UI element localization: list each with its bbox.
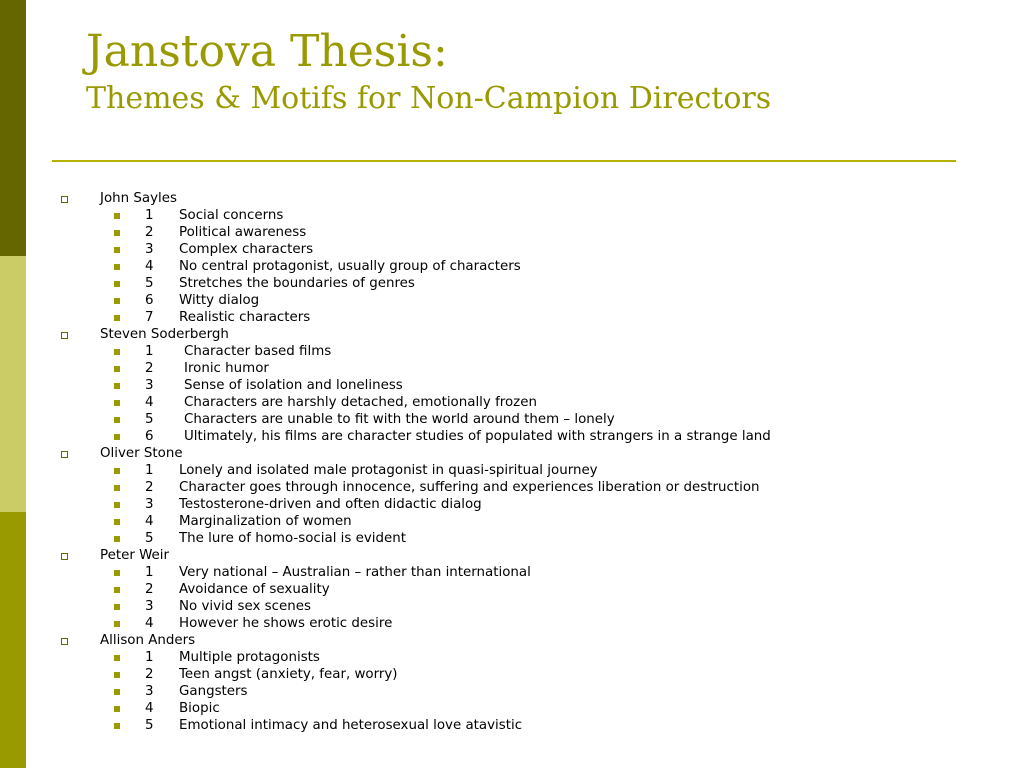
item-number: 1 bbox=[145, 463, 154, 478]
item-text: Gangsters bbox=[179, 684, 248, 699]
director-name: Allison Anders bbox=[100, 633, 196, 648]
item-number: 1 bbox=[145, 344, 154, 359]
sidebar-decoration bbox=[0, 0, 26, 768]
item-number: 3 bbox=[145, 242, 154, 257]
item-number: 2 bbox=[145, 361, 154, 376]
filled-square-bullet-icon bbox=[114, 706, 120, 712]
item-number: 3 bbox=[145, 599, 154, 614]
item-text: Political awareness bbox=[179, 225, 307, 240]
item-text: Stretches the boundaries of genres bbox=[179, 276, 415, 291]
item-text: Multiple protagonists bbox=[179, 650, 320, 665]
item-number: 5 bbox=[145, 412, 154, 427]
list-item bbox=[60, 700, 990, 717]
filled-square-bullet-icon bbox=[114, 672, 120, 678]
hollow-square-bullet-icon bbox=[61, 196, 68, 203]
item-number: 1 bbox=[145, 208, 154, 223]
filled-square-bullet-icon bbox=[114, 315, 120, 321]
filled-square-bullet-icon bbox=[114, 264, 120, 270]
filled-square-bullet-icon bbox=[114, 502, 120, 508]
list-item bbox=[60, 275, 990, 292]
item-text: No vivid sex scenes bbox=[179, 599, 311, 614]
director-row bbox=[60, 632, 990, 649]
item-text: Avoidance of sexuality bbox=[179, 582, 330, 597]
list-item bbox=[60, 598, 990, 615]
list-item bbox=[60, 224, 990, 241]
list-item bbox=[60, 360, 990, 377]
director-name: John Sayles bbox=[100, 191, 177, 206]
list-item bbox=[60, 309, 990, 326]
item-number: 3 bbox=[145, 378, 154, 393]
filled-square-bullet-icon bbox=[114, 247, 120, 253]
item-text: Ultimately, his films are character studies of populated with strangers in a strange land bbox=[184, 429, 771, 444]
list-item bbox=[60, 343, 990, 360]
item-text: Social concerns bbox=[179, 208, 284, 223]
list-item bbox=[60, 377, 990, 394]
director-group bbox=[60, 547, 990, 632]
item-text: Witty dialog bbox=[179, 293, 260, 308]
item-number: 5 bbox=[145, 718, 154, 733]
title-divider bbox=[52, 160, 956, 162]
item-text: Ironic humor bbox=[184, 361, 269, 376]
item-number: 3 bbox=[145, 497, 154, 512]
item-number: 7 bbox=[145, 310, 154, 325]
filled-square-bullet-icon bbox=[114, 417, 120, 423]
filled-square-bullet-icon bbox=[114, 366, 120, 372]
slide-title bbox=[86, 26, 772, 116]
slide-title-main: Janstova Thesis: bbox=[86, 26, 448, 77]
hollow-square-bullet-icon bbox=[61, 332, 68, 339]
filled-square-bullet-icon bbox=[114, 485, 120, 491]
sidebar-band-bottom bbox=[0, 512, 26, 768]
director-row bbox=[60, 190, 990, 207]
list-item bbox=[60, 496, 990, 513]
director-group bbox=[60, 445, 990, 547]
item-text: Characters are unable to fit with the world around them – lonely bbox=[184, 412, 615, 427]
director-group bbox=[60, 326, 990, 445]
item-number: 1 bbox=[145, 565, 154, 580]
filled-square-bullet-icon bbox=[114, 519, 120, 525]
item-text: Character goes through innocence, suffering and experiences liberation or destruction bbox=[179, 480, 760, 495]
item-number: 4 bbox=[145, 395, 154, 410]
director-name: Oliver Stone bbox=[100, 446, 183, 461]
item-text: However he shows erotic desire bbox=[179, 616, 393, 631]
item-number: 6 bbox=[145, 429, 154, 444]
filled-square-bullet-icon bbox=[114, 689, 120, 695]
item-number: 4 bbox=[145, 514, 154, 529]
item-number: 5 bbox=[145, 276, 154, 291]
item-text: Emotional intimacy and heterosexual love atavistic bbox=[179, 718, 523, 733]
filled-square-bullet-icon bbox=[114, 281, 120, 287]
list-item bbox=[60, 479, 990, 496]
sidebar-band-top bbox=[0, 0, 26, 256]
filled-square-bullet-icon bbox=[114, 604, 120, 610]
filled-square-bullet-icon bbox=[114, 298, 120, 304]
item-number: 2 bbox=[145, 582, 154, 597]
list-item bbox=[60, 530, 990, 547]
slide-subtitle: Themes & Motifs for Non-Campion Directors bbox=[86, 81, 772, 116]
director-group bbox=[60, 632, 990, 734]
list-item bbox=[60, 564, 990, 581]
item-text: Lonely and isolated male protagonist in quasi-spiritual journey bbox=[179, 463, 598, 478]
item-text: Sense of isolation and loneliness bbox=[184, 378, 403, 393]
list-item bbox=[60, 411, 990, 428]
director-group bbox=[60, 190, 990, 326]
item-text: Biopic bbox=[179, 701, 220, 716]
item-number: 2 bbox=[145, 480, 154, 495]
list-item bbox=[60, 462, 990, 479]
filled-square-bullet-icon bbox=[114, 213, 120, 219]
list-item bbox=[60, 649, 990, 666]
director-row bbox=[60, 326, 990, 343]
filled-square-bullet-icon bbox=[114, 587, 120, 593]
filled-square-bullet-icon bbox=[114, 468, 120, 474]
filled-square-bullet-icon bbox=[114, 349, 120, 355]
hollow-square-bullet-icon bbox=[61, 638, 68, 645]
item-number: 4 bbox=[145, 616, 154, 631]
list-item bbox=[60, 666, 990, 683]
list-item bbox=[60, 683, 990, 700]
item-number: 3 bbox=[145, 684, 154, 699]
item-text: Teen angst (anxiety, fear, worry) bbox=[179, 667, 398, 682]
filled-square-bullet-icon bbox=[114, 723, 120, 729]
list-item bbox=[60, 394, 990, 411]
hollow-square-bullet-icon bbox=[61, 451, 68, 458]
list-item bbox=[60, 241, 990, 258]
hollow-square-bullet-icon bbox=[61, 553, 68, 560]
filled-square-bullet-icon bbox=[114, 655, 120, 661]
sidebar-band-middle bbox=[0, 256, 26, 512]
list-item bbox=[60, 513, 990, 530]
bullet-list bbox=[60, 190, 990, 734]
item-text: Realistic characters bbox=[179, 310, 311, 325]
item-text: Testosterone-driven and often didactic dialog bbox=[179, 497, 482, 512]
filled-square-bullet-icon bbox=[114, 230, 120, 236]
item-number: 4 bbox=[145, 259, 154, 274]
item-number: 6 bbox=[145, 293, 154, 308]
list-item bbox=[60, 292, 990, 309]
item-text: Marginalization of women bbox=[179, 514, 352, 529]
list-item bbox=[60, 615, 990, 632]
item-text: Very national – Australian – rather than international bbox=[179, 565, 531, 580]
item-number: 2 bbox=[145, 225, 154, 240]
filled-square-bullet-icon bbox=[114, 621, 120, 627]
item-text: The lure of homo-social is evident bbox=[179, 531, 406, 546]
item-number: 4 bbox=[145, 701, 154, 716]
item-number: 2 bbox=[145, 667, 154, 682]
item-number: 5 bbox=[145, 531, 154, 546]
list-item bbox=[60, 428, 990, 445]
filled-square-bullet-icon bbox=[114, 434, 120, 440]
director-name: Peter Weir bbox=[100, 548, 170, 563]
list-item bbox=[60, 581, 990, 598]
list-item bbox=[60, 258, 990, 275]
item-text: No central protagonist, usually group of characters bbox=[179, 259, 521, 274]
item-text: Character based films bbox=[184, 344, 332, 359]
item-number: 1 bbox=[145, 650, 154, 665]
director-name: Steven Soderbergh bbox=[100, 327, 229, 342]
director-row bbox=[60, 547, 990, 564]
filled-square-bullet-icon bbox=[114, 400, 120, 406]
item-text: Characters are harshly detached, emotionally frozen bbox=[184, 395, 537, 410]
filled-square-bullet-icon bbox=[114, 383, 120, 389]
director-row bbox=[60, 445, 990, 462]
filled-square-bullet-icon bbox=[114, 570, 120, 576]
item-text: Complex characters bbox=[179, 242, 314, 257]
filled-square-bullet-icon bbox=[114, 536, 120, 542]
list-item bbox=[60, 207, 990, 224]
list-item bbox=[60, 717, 990, 734]
